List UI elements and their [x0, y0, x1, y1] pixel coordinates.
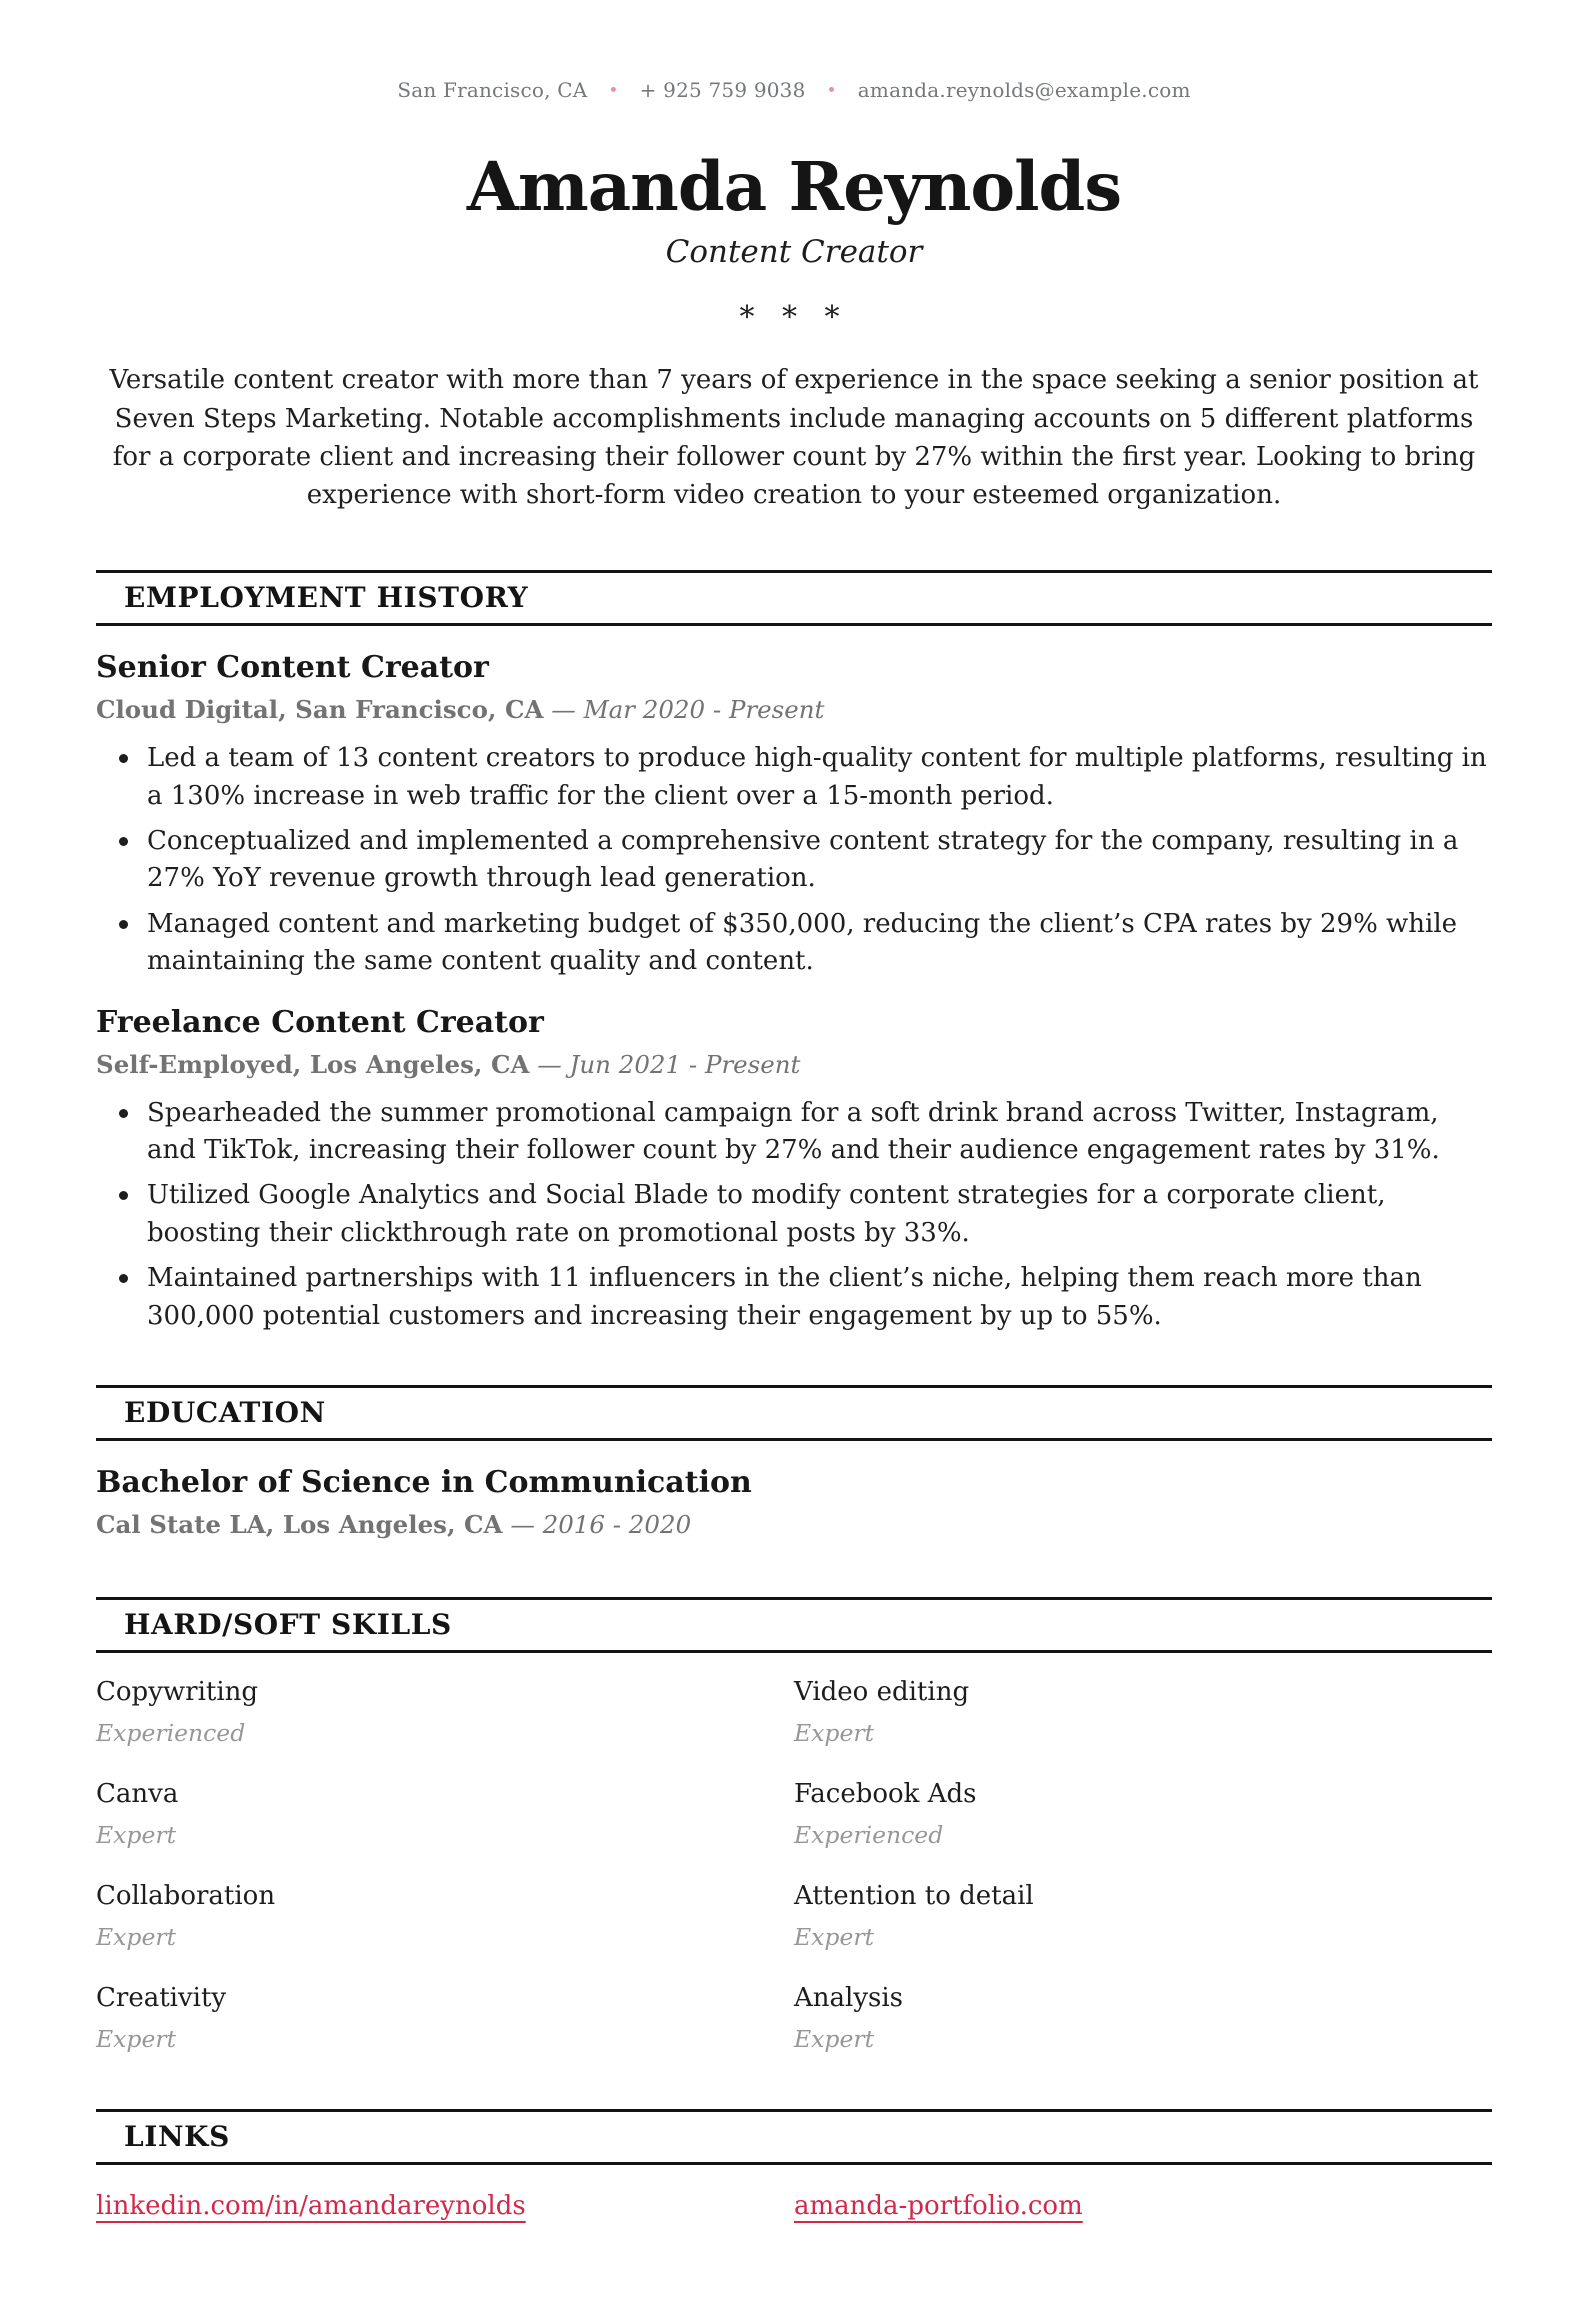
employment-section-heading: EMPLOYMENT HISTORY	[96, 570, 1492, 626]
job-title: Senior Content Creator	[96, 650, 489, 686]
decorative-stars: * * *	[739, 300, 849, 336]
job-title: Freelance Content Creator	[96, 1004, 544, 1040]
job-entry	[96, 1005, 1492, 1335]
job-bullet: Led a team of 13 content creators to produce high-quality content for multiple platforms, resulting in a 130% increase in web traffic for the client over a 15-month period.	[96, 740, 1492, 815]
contact-bar	[96, 78, 1492, 102]
skill-level: Expert	[96, 1923, 177, 1951]
skill-level: Experienced	[794, 1821, 944, 1849]
skill-level: Expert	[794, 1719, 875, 1747]
job-dates: — Mar 2020 - Present	[551, 695, 825, 725]
skill-name: Creativity	[96, 1983, 227, 2013]
contact-location: San Francisco, CA	[397, 78, 588, 102]
candidate-role: Content Creator	[665, 234, 923, 271]
job-dates: — Jun 2021 - Present	[537, 1049, 801, 1079]
link-item	[96, 2191, 794, 2221]
skill-item	[794, 1881, 1492, 1951]
candidate-name: Amanda Reynolds	[466, 147, 1122, 226]
job-bullet: Spearheaded the summer promotional campaign for a soft drink brand across Twitter, Instagram, and TikTok, increasing their follower count by 27% and their audience engagement rates by 31%.	[96, 1095, 1492, 1170]
section-links	[96, 2109, 1492, 2221]
skill-name: Facebook Ads	[794, 1779, 977, 1809]
skill-level: Expert	[794, 1923, 875, 1951]
separator-dot-icon: •	[608, 81, 619, 101]
job-bullet: Managed content and marketing budget of $350,000, reducing the client’s CPA rates by 29% while maintaining the same content quality and content.	[96, 906, 1492, 981]
job-entry	[96, 650, 1492, 980]
skill-item	[794, 1779, 1492, 1849]
skill-level: Experienced	[96, 1719, 246, 1747]
section-education	[96, 1385, 1492, 1541]
job-company: Self-Employed, Los Angeles, CA	[96, 1049, 530, 1079]
skills-section-heading: HARD/SOFT SKILLS	[96, 1597, 1492, 1653]
job-bullet: Conceptualized and implemented a comprehensive content strategy for the company, resulting in a 27% YoY revenue growth through lead generation.	[96, 823, 1492, 898]
contact-phone: + 925 759 9038	[639, 78, 806, 102]
skill-level: Expert	[96, 2025, 177, 2053]
education-entry	[96, 1465, 1492, 1541]
education-meta	[96, 1509, 1492, 1541]
degree-title: Bachelor of Science in Communication	[96, 1465, 752, 1501]
skill-item	[96, 1881, 794, 1951]
job-bullet-list	[96, 1095, 1492, 1336]
links-grid	[96, 2191, 1492, 2221]
links-section-heading: LINKS	[96, 2109, 1492, 2165]
skill-name: Video editing	[794, 1677, 970, 1707]
education-section-heading: EDUCATION	[96, 1385, 1492, 1441]
job-bullet: Maintained partnerships with 11 influencers in the client’s niche, helping them reach more than 300,000 potential customers and increasing their engagement by up to 55%.	[96, 1260, 1492, 1335]
education-dates: — 2016 - 2020	[510, 1510, 692, 1540]
job-company: Cloud Digital, San Francisco, CA	[96, 695, 544, 725]
contact-email: amanda.reynolds@example.com	[857, 78, 1191, 102]
skill-item	[794, 1983, 1492, 2053]
skill-name: Attention to detail	[794, 1881, 1034, 1911]
separator-dot-icon: •	[826, 81, 837, 101]
skill-item	[96, 1677, 794, 1747]
skill-level: Expert	[96, 1821, 177, 1849]
job-meta	[96, 1049, 1492, 1081]
skill-name: Canva	[96, 1779, 179, 1809]
skills-grid	[96, 1677, 1492, 2053]
school-name: Cal State LA, Los Angeles, CA	[96, 1510, 503, 1540]
link-item	[794, 2191, 1492, 2221]
summary-paragraph: Versatile content creator with more than 7 years of experience in the space seeking a senior position at Seven Steps Marketing. Notable accomplishments include managing accounts on 5 different platforms for a corporate client and increasing their follower count by 27% within the first year. Looking to bring experience with short-form video creation to your esteemed organization.	[109, 365, 1479, 510]
portfolio-link[interactable]: amanda-portfolio.com	[794, 2191, 1083, 2221]
skill-item	[96, 1779, 794, 1849]
skill-item	[794, 1677, 1492, 1747]
job-bullet: Utilized Google Analytics and Social Blade to modify content strategies for a corporate client, boosting their clickthrough rate on promotional posts by 33%.	[96, 1177, 1492, 1252]
linkedin-link[interactable]: linkedin.com/in/amandareynolds	[96, 2191, 526, 2221]
skill-name: Analysis	[794, 1983, 904, 2013]
job-bullet-list	[96, 740, 1492, 981]
skill-level: Expert	[794, 2025, 875, 2053]
job-meta	[96, 694, 1492, 726]
skill-item	[96, 1983, 794, 2053]
skill-name: Collaboration	[96, 1881, 276, 1911]
skill-name: Copywriting	[96, 1677, 259, 1707]
section-skills	[96, 1597, 1492, 2053]
section-employment-history	[96, 570, 1492, 1335]
